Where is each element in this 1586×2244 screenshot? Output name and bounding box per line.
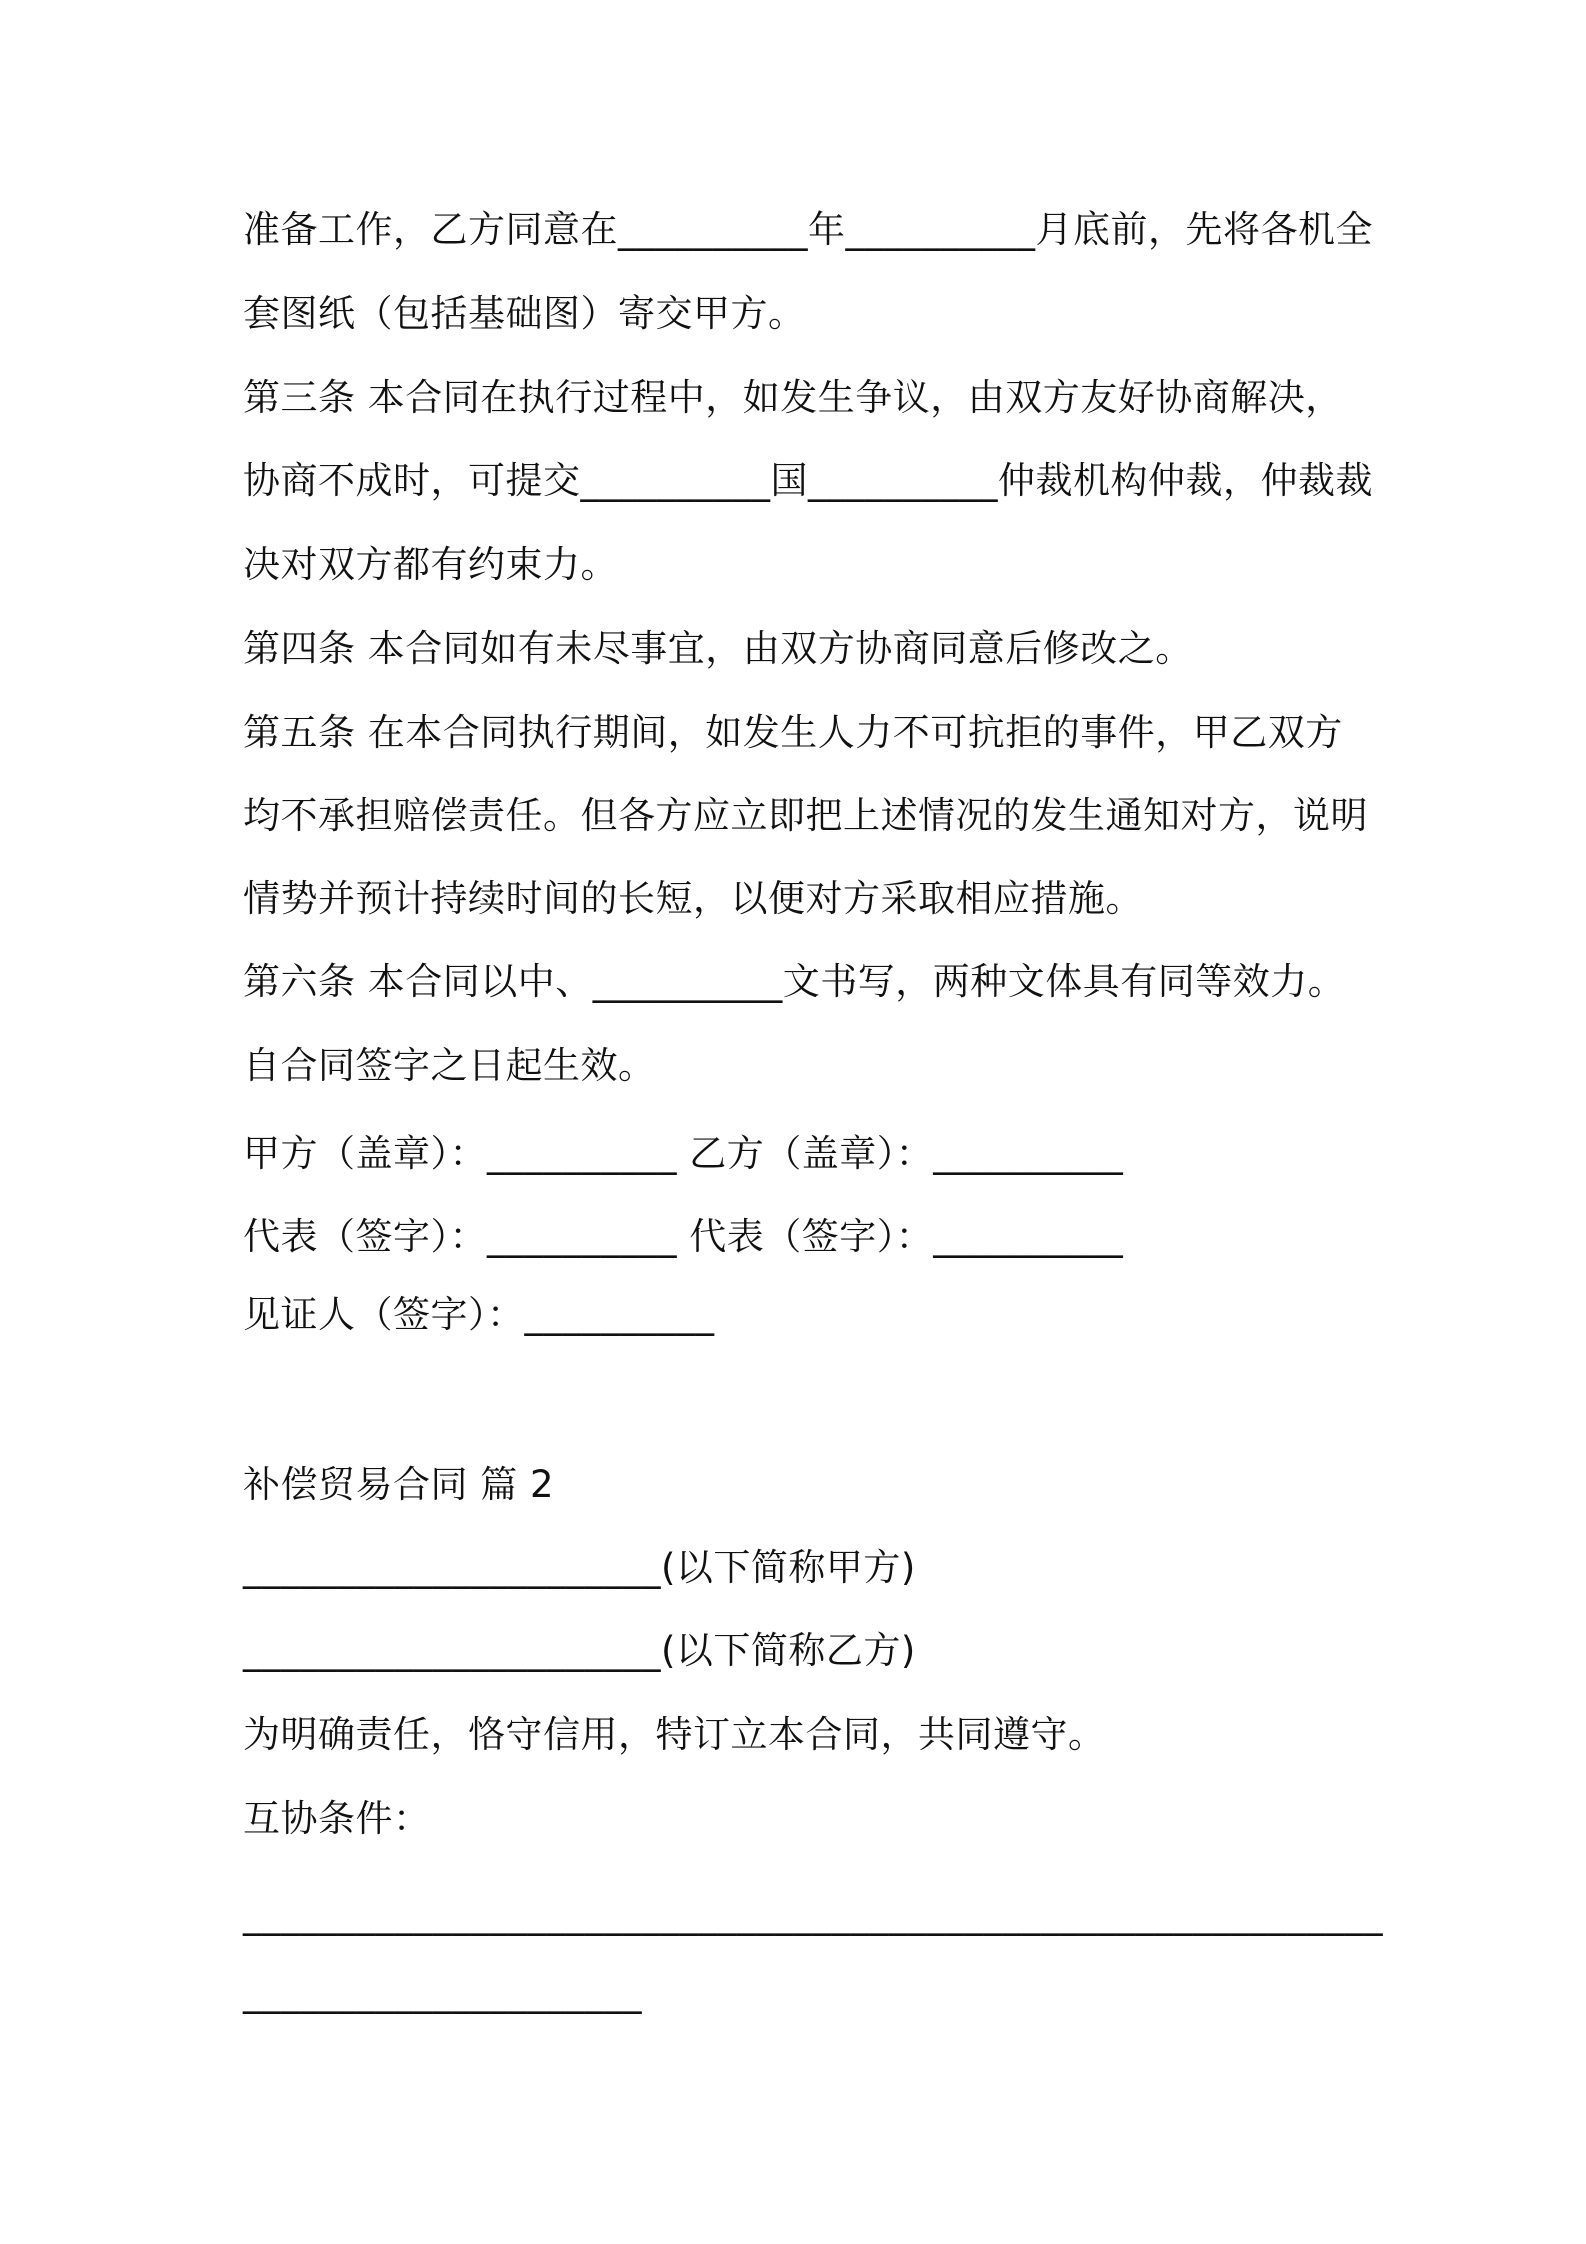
seal-signature-line: 甲方（盖章）：__________ 乙方（盖章）：__________ <box>243 1132 1124 1175</box>
text-line: 自合同签字之日起生效。 <box>243 1044 656 1087</box>
article-3-heading-line: 第三条 本合同在执行过程中，如发生争议，由双方友好协商解决， <box>243 376 1343 419</box>
party-b-line: ______________________(以下简称乙方) <box>243 1629 916 1672</box>
blank-fill-line: ____________________________________________________________ <box>243 1893 1383 1936</box>
section-title: 补偿贸易合同 篇 2 <box>243 1463 555 1506</box>
mutual-conditions-label: 互协条件： <box>243 1797 431 1840</box>
text-line: 均不承担赔偿责任。但各方应立即把上述情况的发生通知对方，说明 <box>243 794 1368 837</box>
text-line: 为明确责任，恪守信用，特订立本合同，共同遵守。 <box>243 1713 1106 1756</box>
blank-fill-line: _____________________ <box>243 1971 642 2014</box>
article-5-heading-line: 第五条 在本合同执行期间，如发生人力不可抗拒的事件，甲乙双方 <box>243 711 1343 754</box>
text-line: 决对双方都有约束力。 <box>243 543 618 586</box>
article-4-line: 第四条 本合同如有未尽事宜，由双方协商同意后修改之。 <box>243 627 1193 670</box>
text-line: 情势并预计持续时间的长短，以便对方采取相应措施。 <box>243 877 1143 920</box>
text-line: 套图纸（包括基础图）寄交甲方。 <box>243 292 806 335</box>
representative-signature-line: 代表（签字）：__________ 代表（签字）：__________ <box>243 1215 1124 1258</box>
text-line: 准备工作，乙方同意在__________年__________月底前，先将各机全 <box>243 208 1373 251</box>
text-line: 协商不成时，可提交__________国__________仲裁机构仲裁，仲裁裁 <box>243 459 1373 502</box>
witness-signature-line: 见证人（签字）：__________ <box>243 1293 715 1336</box>
article-6-heading-line: 第六条 本合同以中、__________文书写，两种文体具有同等效力。 <box>243 960 1346 1003</box>
party-a-line: ______________________(以下简称甲方) <box>243 1546 916 1589</box>
